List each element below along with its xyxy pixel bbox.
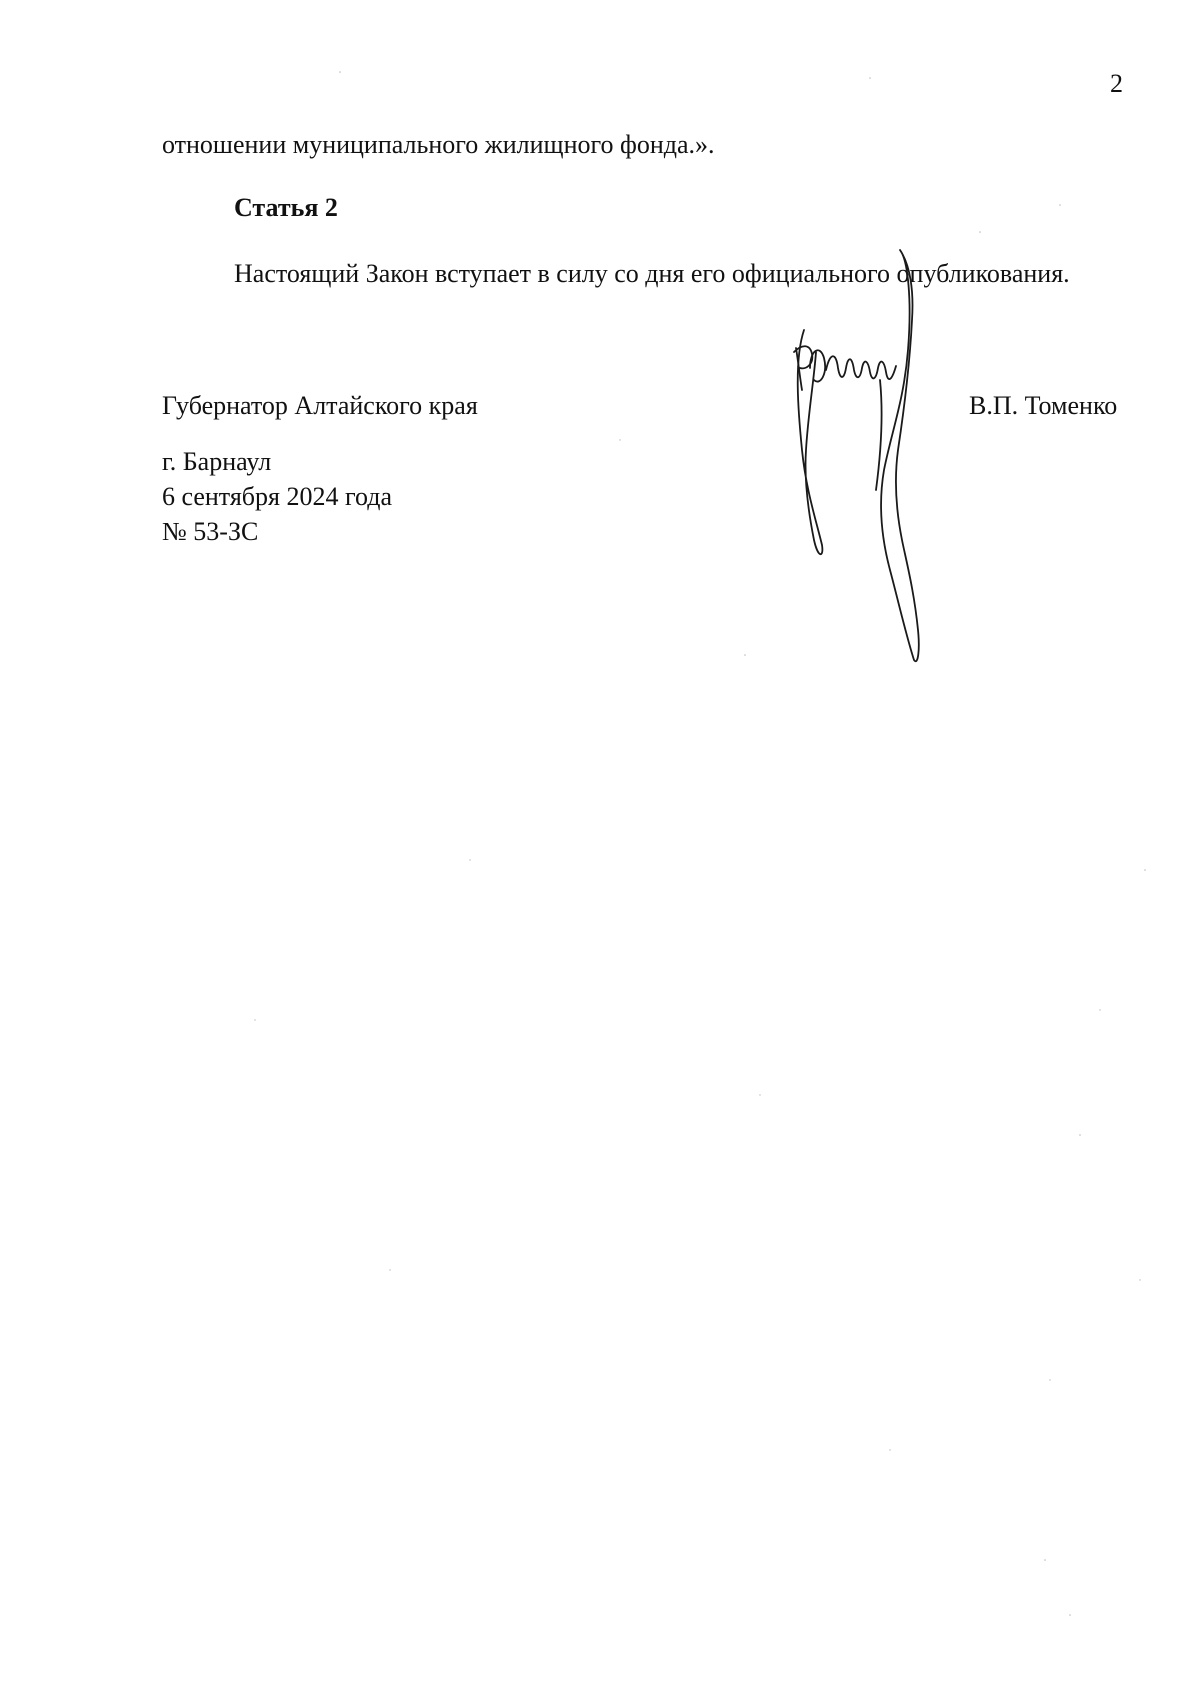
article-heading: Статья 2	[234, 193, 338, 222]
page-number: 2	[1110, 69, 1123, 98]
law-number: № 53-ЗС	[162, 517, 259, 546]
signatory-name: В.П. Томенко	[969, 391, 1118, 420]
article-text: Настоящий Закон вступает в силу со дня его официального опубликования.	[234, 259, 1070, 288]
signing-date: 6 сентября 2024 года	[162, 482, 393, 511]
place-of-signing: г. Барнаул	[162, 447, 272, 476]
signatory-title: Губернатор Алтайского края	[162, 391, 478, 420]
continuation-text: отношении муниципального жилищного фонда.».	[162, 130, 715, 159]
handwritten-signature	[780, 240, 980, 670]
